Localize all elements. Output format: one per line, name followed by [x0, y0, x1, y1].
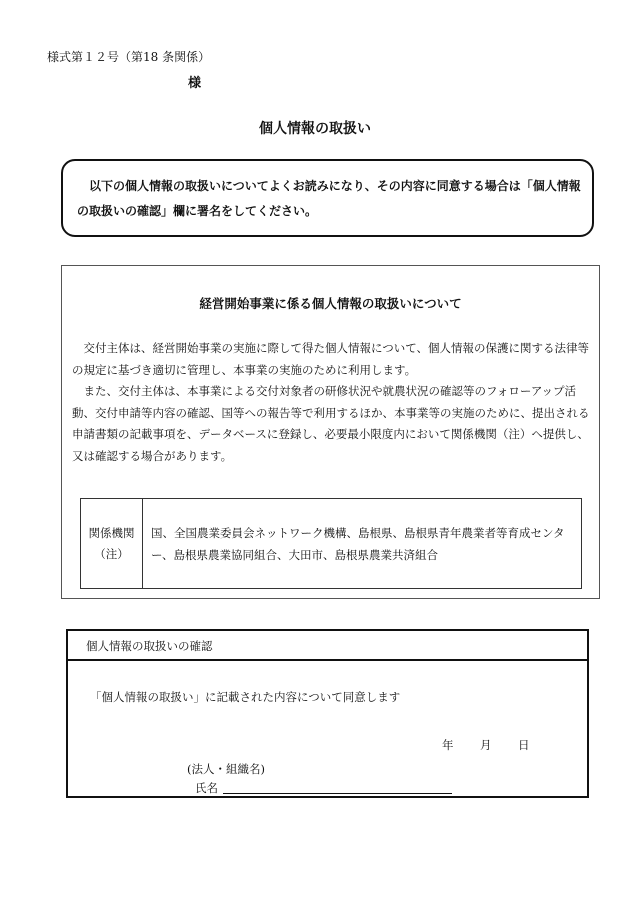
signature-line[interactable]: [223, 793, 452, 794]
related-agencies-label-line2: （注）: [94, 546, 129, 561]
signature-name-label: 氏名: [195, 781, 218, 795]
consent-statement: 「個人情報の取扱い」に記載された内容について同意します: [90, 690, 401, 704]
consent-confirmation-box: [66, 629, 589, 798]
policy-body: [72, 338, 591, 467]
organization-name-label: (法人・組織名): [187, 762, 265, 776]
privacy-policy-box: [61, 265, 600, 599]
policy-heading: 経営開始事業に係る個人情報の取扱いについて: [199, 296, 462, 311]
date-month-label: 月: [480, 738, 492, 752]
related-agencies-label-line1: 関係機関: [88, 525, 135, 540]
related-agencies-table: [80, 498, 582, 589]
instruction-notice-text: 以下の個人情報の取扱いについてよくお読みになり、その内容に同意する場合は「個人情報の取扱いの確認」欄に署名をしてください。: [77, 179, 581, 218]
related-agencies-label: [81, 499, 143, 588]
related-agencies-list: 国、全国農業委員会ネットワーク機構、島根県、島根県青年農業者等育成センター、島根県農業協同組合、大田市、島根県農業共済組合: [151, 526, 565, 562]
instruction-notice-box: [61, 159, 594, 237]
policy-paragraph-2: また、交付主体は、本事業による交付対象者の研修状況や就農状況の確認等のフォローアップ活動、交付申請等内容の確認、国等への報告等で利用するほか、本事業等の実施のために、提出される申請書類の記載事項を、データベースに登録し、必要最小限度内において関係機関（注）へ提供し、又は確認する場合があります。: [72, 384, 590, 463]
addressee-suffix: 様: [188, 76, 202, 91]
consent-confirmation-header: 個人情報の取扱いの確認: [68, 631, 587, 661]
date-year-label: 年: [442, 738, 454, 752]
page-title: 個人情報の取扱い: [259, 121, 371, 137]
policy-paragraph-1: 交付主体は、経営開始事業の実施に際して得た個人情報について、個人情報の保護に関する法律等の規定に基づき適切に管理し、本事業の実施のために利用します。: [72, 341, 590, 377]
form-number: 様式第１２号（第18 条関係）: [47, 50, 211, 64]
date-day-label: 日: [518, 738, 530, 752]
